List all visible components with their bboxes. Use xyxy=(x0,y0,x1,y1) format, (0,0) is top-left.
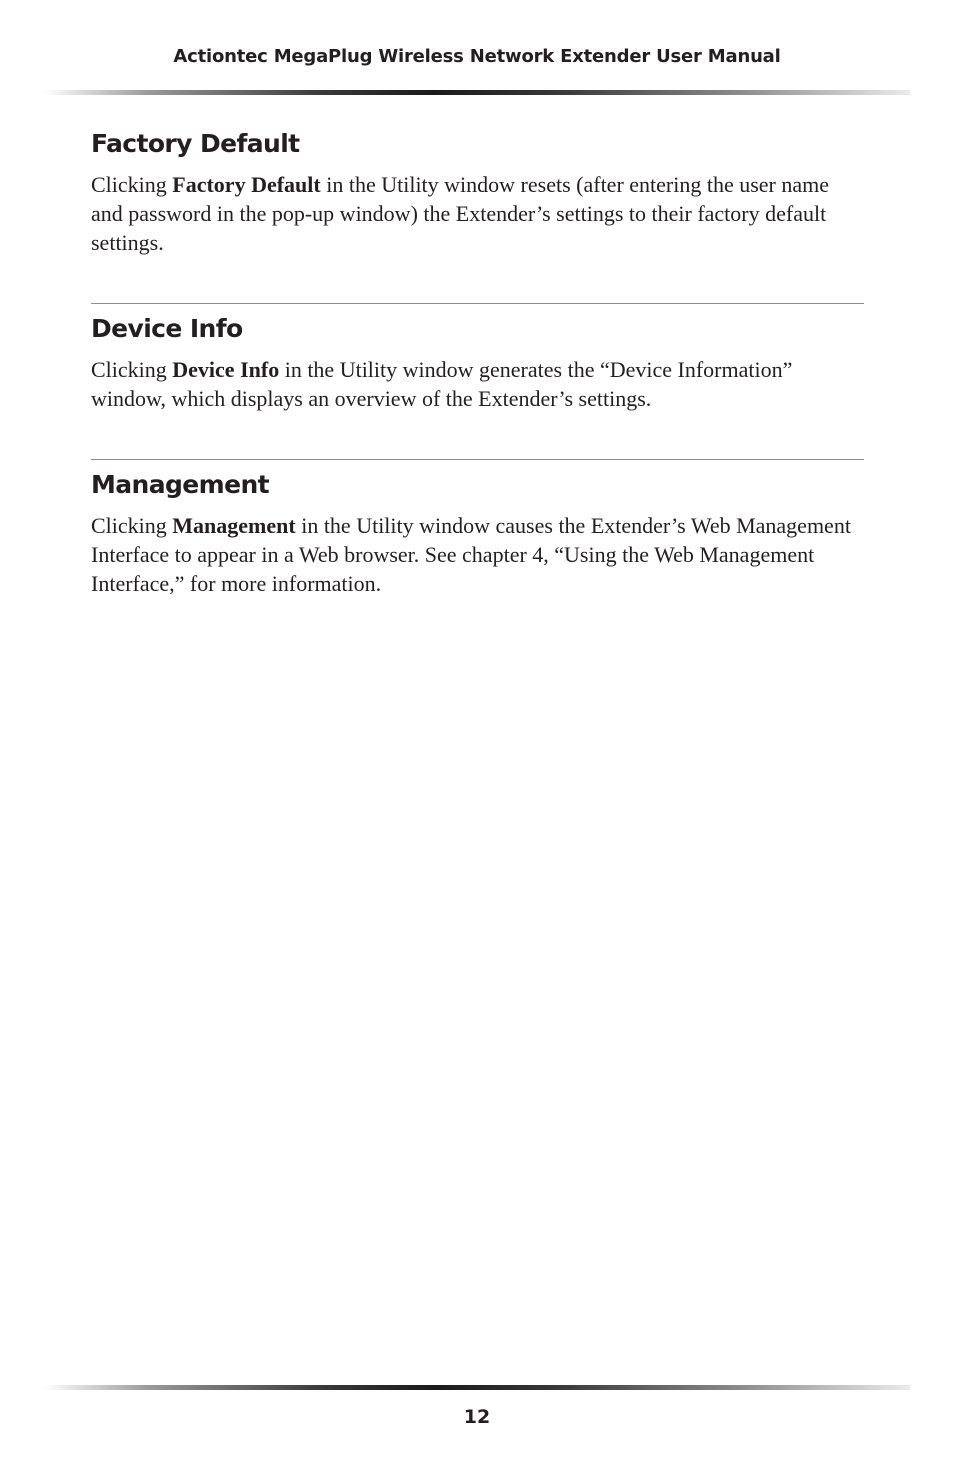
section-divider xyxy=(91,303,864,304)
body-bold-term: Factory Default xyxy=(172,172,321,197)
section-body xyxy=(91,511,864,598)
section-factory-default xyxy=(91,128,864,257)
page-number: 12 xyxy=(463,1406,491,1428)
section-management xyxy=(91,469,864,598)
section-divider xyxy=(91,459,864,460)
section-device-info xyxy=(91,313,864,413)
body-text-rest: in the Utility window generates the “Device Information” window, which displays an overview of the Extender’s settings. xyxy=(91,357,793,411)
section-body xyxy=(91,355,864,413)
running-header: Actiontec MegaPlug Wireless Network Extender User Manual xyxy=(173,46,781,67)
section-heading: Device Info xyxy=(91,314,243,343)
footer-rule xyxy=(44,1385,910,1390)
body-text-rest: in the Utility window resets (after entering the user name and password in the pop-up window) the Extender’s settings to their factory default settings. xyxy=(91,172,830,255)
section-heading: Factory Default xyxy=(91,129,300,158)
body-bold-term: Device Info xyxy=(172,357,280,382)
body-text-lead: Clicking xyxy=(91,357,173,382)
body-text-lead: Clicking xyxy=(91,513,173,538)
body-text-lead: Clicking xyxy=(91,172,173,197)
section-heading: Management xyxy=(91,470,270,499)
body-bold-term: Management xyxy=(172,513,296,538)
header-rule xyxy=(44,90,910,95)
body-text-rest: in the Utility window causes the Extender’s Web Management Interface to appear in a Web browser. See chapter 4, “Using the Web Management Interface,” for more information. xyxy=(91,513,851,596)
section-body xyxy=(91,170,864,257)
